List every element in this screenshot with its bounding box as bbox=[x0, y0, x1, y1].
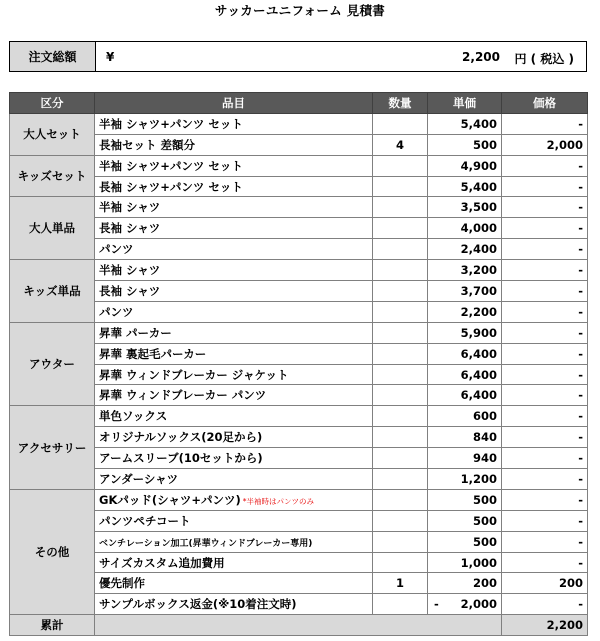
item-cell bbox=[95, 218, 373, 239]
unit-price-value: 1,200 bbox=[460, 471, 497, 486]
unit-price-value: 940 bbox=[472, 451, 497, 466]
quantity-cell bbox=[373, 260, 428, 281]
unit-price-cell bbox=[428, 469, 502, 490]
quantity-cell: 1 bbox=[373, 573, 428, 594]
item-cell bbox=[95, 113, 373, 134]
item-name: 半袖 シャツ bbox=[99, 263, 161, 278]
unit-price-cell bbox=[428, 552, 502, 573]
quantity-cell bbox=[373, 489, 428, 510]
table-row bbox=[10, 427, 588, 448]
header-price: 価格 bbox=[502, 93, 588, 114]
unit-price-value: 5,400 bbox=[460, 179, 497, 194]
item-cell bbox=[95, 281, 373, 302]
header-item: 品目 bbox=[95, 93, 373, 114]
item-cell bbox=[95, 594, 373, 615]
quantity-cell bbox=[373, 218, 428, 239]
item-note: *半袖時はパンツのみ bbox=[242, 496, 315, 506]
unit-price-value: 3,500 bbox=[460, 200, 497, 215]
item-cell bbox=[95, 155, 373, 176]
unit-price-cell bbox=[428, 155, 502, 176]
currency-symbol: ¥ bbox=[106, 50, 115, 64]
item-cell bbox=[95, 552, 373, 573]
item-cell bbox=[95, 469, 373, 490]
table-row bbox=[10, 155, 588, 176]
price-cell: - bbox=[502, 260, 588, 281]
item-name: 半袖 シャツ bbox=[99, 200, 161, 215]
total-row-label: 累計 bbox=[10, 615, 95, 636]
price-cell: - bbox=[502, 197, 588, 218]
unit-price-value: 2,200 bbox=[460, 304, 497, 319]
price-cell: - bbox=[502, 427, 588, 448]
table-row bbox=[10, 594, 588, 615]
unit-price-cell bbox=[428, 322, 502, 343]
table-row bbox=[10, 239, 588, 260]
unit-price-value: 1,000 bbox=[460, 555, 497, 570]
price-cell: - bbox=[502, 594, 588, 615]
table-row bbox=[10, 364, 588, 385]
item-name: 長袖セット 差額分 bbox=[99, 137, 196, 152]
unit-price-cell bbox=[428, 448, 502, 469]
document-title: サッカーユニフォーム 見積書 bbox=[214, 3, 386, 18]
price-cell: - bbox=[502, 239, 588, 260]
price-cell: - bbox=[502, 218, 588, 239]
unit-price-cell bbox=[428, 197, 502, 218]
item-name: 優先制作 bbox=[99, 576, 145, 591]
item-name: 長袖 シャツ+パンツ セット bbox=[99, 179, 243, 194]
item-name: GKパッド(シャツ+パンツ) bbox=[99, 492, 241, 507]
item-name: パンツ bbox=[99, 242, 134, 257]
quantity-cell bbox=[373, 176, 428, 197]
item-cell bbox=[95, 134, 373, 155]
minus-sign: - bbox=[434, 597, 439, 612]
item-cell bbox=[95, 385, 373, 406]
order-total-value bbox=[96, 42, 586, 71]
quantity-cell bbox=[373, 552, 428, 573]
header-quantity: 数量 bbox=[373, 93, 428, 114]
price-cell: - bbox=[502, 322, 588, 343]
item-cell bbox=[95, 427, 373, 448]
unit-price-value: 5,900 bbox=[460, 325, 497, 340]
header-unit-price: 単価 bbox=[428, 93, 502, 114]
quantity-cell bbox=[373, 594, 428, 615]
unit-price-cell bbox=[428, 343, 502, 364]
price-cell: - bbox=[502, 510, 588, 531]
item-cell bbox=[95, 448, 373, 469]
item-cell bbox=[95, 364, 373, 385]
unit-price-cell bbox=[428, 427, 502, 448]
unit-price-cell bbox=[428, 239, 502, 260]
unit-price-cell bbox=[428, 301, 502, 322]
order-total-amount: 2,200 bbox=[462, 50, 500, 64]
quantity-cell bbox=[373, 448, 428, 469]
header-category: 区分 bbox=[10, 93, 95, 114]
item-name: サイズカスタム追加費用 bbox=[99, 555, 225, 570]
unit-price-value: 500 bbox=[472, 137, 497, 152]
unit-price-value: 6,400 bbox=[460, 367, 497, 382]
item-cell bbox=[95, 176, 373, 197]
item-cell bbox=[95, 343, 373, 364]
unit-price-value: 6,400 bbox=[460, 388, 497, 403]
item-cell bbox=[95, 406, 373, 427]
quantity-cell bbox=[373, 343, 428, 364]
item-name: 昇華 ウィンドブレーカー ジャケット bbox=[99, 367, 289, 382]
table-row bbox=[10, 343, 588, 364]
total-row-value: 2,200 bbox=[502, 615, 588, 636]
table-row bbox=[10, 260, 588, 281]
unit-price-value: 4,900 bbox=[460, 158, 497, 173]
table-row bbox=[10, 385, 588, 406]
item-cell bbox=[95, 531, 373, 552]
price-cell: 2,000 bbox=[502, 134, 588, 155]
quantity-cell bbox=[373, 281, 428, 302]
item-name: 長袖 シャツ bbox=[99, 283, 161, 298]
item-cell bbox=[95, 301, 373, 322]
unit-price-value: 840 bbox=[472, 430, 497, 445]
quantity-cell bbox=[373, 469, 428, 490]
price-cell: - bbox=[502, 448, 588, 469]
item-cell bbox=[95, 197, 373, 218]
price-cell: - bbox=[502, 406, 588, 427]
estimate-table bbox=[9, 92, 588, 636]
quantity-cell: 4 bbox=[373, 134, 428, 155]
price-cell: - bbox=[502, 113, 588, 134]
category-cell: アウター bbox=[10, 322, 95, 406]
item-name: 昇華 パーカー bbox=[99, 325, 172, 340]
unit-price-value: 500 bbox=[472, 513, 497, 528]
order-total-box bbox=[9, 41, 587, 72]
item-name: 長袖 シャツ bbox=[99, 221, 161, 236]
unit-price-value: 6,400 bbox=[460, 346, 497, 361]
price-cell: - bbox=[502, 281, 588, 302]
table-row bbox=[10, 281, 588, 302]
quantity-cell bbox=[373, 197, 428, 218]
quantity-cell bbox=[373, 406, 428, 427]
table-row bbox=[10, 552, 588, 573]
unit-price-cell bbox=[428, 260, 502, 281]
table-row bbox=[10, 322, 588, 343]
price-cell: - bbox=[502, 364, 588, 385]
category-cell: その他 bbox=[10, 489, 95, 614]
unit-price-value: 500 bbox=[472, 534, 497, 549]
item-name: 単色ソックス bbox=[99, 409, 168, 424]
unit-price-value: 3,200 bbox=[460, 263, 497, 278]
item-name: パンツペチコート bbox=[99, 513, 191, 528]
item-name: 半袖 シャツ+パンツ セット bbox=[99, 116, 243, 131]
unit-price-cell bbox=[428, 594, 502, 615]
item-name: 昇華 裏起毛パーカー bbox=[99, 346, 207, 361]
table-row bbox=[10, 301, 588, 322]
unit-price-value: 200 bbox=[472, 576, 497, 591]
item-cell bbox=[95, 489, 373, 510]
item-name: 半袖 シャツ+パンツ セット bbox=[99, 158, 243, 173]
price-cell: - bbox=[502, 155, 588, 176]
unit-price-value: 500 bbox=[472, 492, 497, 507]
category-cell: アクセサリー bbox=[10, 406, 95, 490]
unit-price-cell bbox=[428, 406, 502, 427]
unit-price-value: 600 bbox=[472, 409, 497, 424]
price-cell: 200 bbox=[502, 573, 588, 594]
unit-price-cell bbox=[428, 573, 502, 594]
table-row bbox=[10, 573, 588, 594]
item-name: オリジナルソックス(20足から) bbox=[99, 430, 263, 445]
quantity-cell bbox=[373, 155, 428, 176]
table-row bbox=[10, 469, 588, 490]
quantity-cell bbox=[373, 427, 428, 448]
table-row bbox=[10, 218, 588, 239]
quantity-cell bbox=[373, 531, 428, 552]
unit-price-cell bbox=[428, 218, 502, 239]
unit-price-value: 2,000 bbox=[460, 597, 497, 612]
total-row bbox=[10, 615, 588, 636]
item-name: ベンチレーション加工(昇華ウィンドブレーカー専用) bbox=[99, 538, 313, 549]
price-cell: - bbox=[502, 385, 588, 406]
table-row bbox=[10, 197, 588, 218]
price-cell: - bbox=[502, 489, 588, 510]
quantity-cell bbox=[373, 301, 428, 322]
unit-price-value: 5,400 bbox=[460, 116, 497, 131]
unit-price-cell bbox=[428, 510, 502, 531]
unit-price-cell bbox=[428, 385, 502, 406]
price-cell: - bbox=[502, 343, 588, 364]
unit-price-value: 3,700 bbox=[460, 283, 497, 298]
quantity-cell bbox=[373, 510, 428, 531]
unit-price-cell bbox=[428, 113, 502, 134]
category-cell: キッズセット bbox=[10, 155, 95, 197]
quantity-cell bbox=[373, 364, 428, 385]
order-total-label: 注文総額 bbox=[10, 42, 96, 71]
table-body bbox=[10, 113, 588, 635]
price-cell: - bbox=[502, 552, 588, 573]
unit-price-cell bbox=[428, 489, 502, 510]
category-cell: 大人単品 bbox=[10, 197, 95, 260]
category-cell: 大人セット bbox=[10, 113, 95, 155]
unit-price-cell bbox=[428, 281, 502, 302]
table-row bbox=[10, 489, 588, 510]
unit-price-value: 2,400 bbox=[460, 242, 497, 257]
item-name: アームスリーブ(10セットから) bbox=[99, 451, 263, 466]
unit-price-value: 4,000 bbox=[460, 221, 497, 236]
table-row bbox=[10, 176, 588, 197]
table-row bbox=[10, 531, 588, 552]
unit-price-cell bbox=[428, 364, 502, 385]
total-row-spacer bbox=[95, 615, 502, 636]
unit-price-cell bbox=[428, 531, 502, 552]
item-name: パンツ bbox=[99, 304, 134, 319]
table-header-row bbox=[10, 93, 588, 114]
price-cell: - bbox=[502, 469, 588, 490]
unit-price-cell bbox=[428, 176, 502, 197]
item-name: サンプルボックス返金(※10着注文時) bbox=[99, 597, 297, 612]
quantity-cell bbox=[373, 322, 428, 343]
table-row bbox=[10, 448, 588, 469]
item-name: アンダーシャツ bbox=[99, 471, 179, 486]
item-cell bbox=[95, 322, 373, 343]
item-cell bbox=[95, 510, 373, 531]
price-cell: - bbox=[502, 531, 588, 552]
price-cell: - bbox=[502, 301, 588, 322]
item-name: 昇華 ウィンドブレーカー パンツ bbox=[99, 388, 267, 403]
table-row bbox=[10, 134, 588, 155]
item-cell bbox=[95, 573, 373, 594]
quantity-cell bbox=[373, 239, 428, 260]
price-cell: - bbox=[502, 176, 588, 197]
quantity-cell bbox=[373, 113, 428, 134]
unit-price-cell bbox=[428, 134, 502, 155]
order-total-unit: 円 ( 税込 ) bbox=[514, 52, 574, 66]
item-cell bbox=[95, 260, 373, 281]
category-cell: キッズ単品 bbox=[10, 260, 95, 323]
quantity-cell bbox=[373, 385, 428, 406]
table-row bbox=[10, 113, 588, 134]
table-row bbox=[10, 406, 588, 427]
item-cell bbox=[95, 239, 373, 260]
table-row bbox=[10, 510, 588, 531]
